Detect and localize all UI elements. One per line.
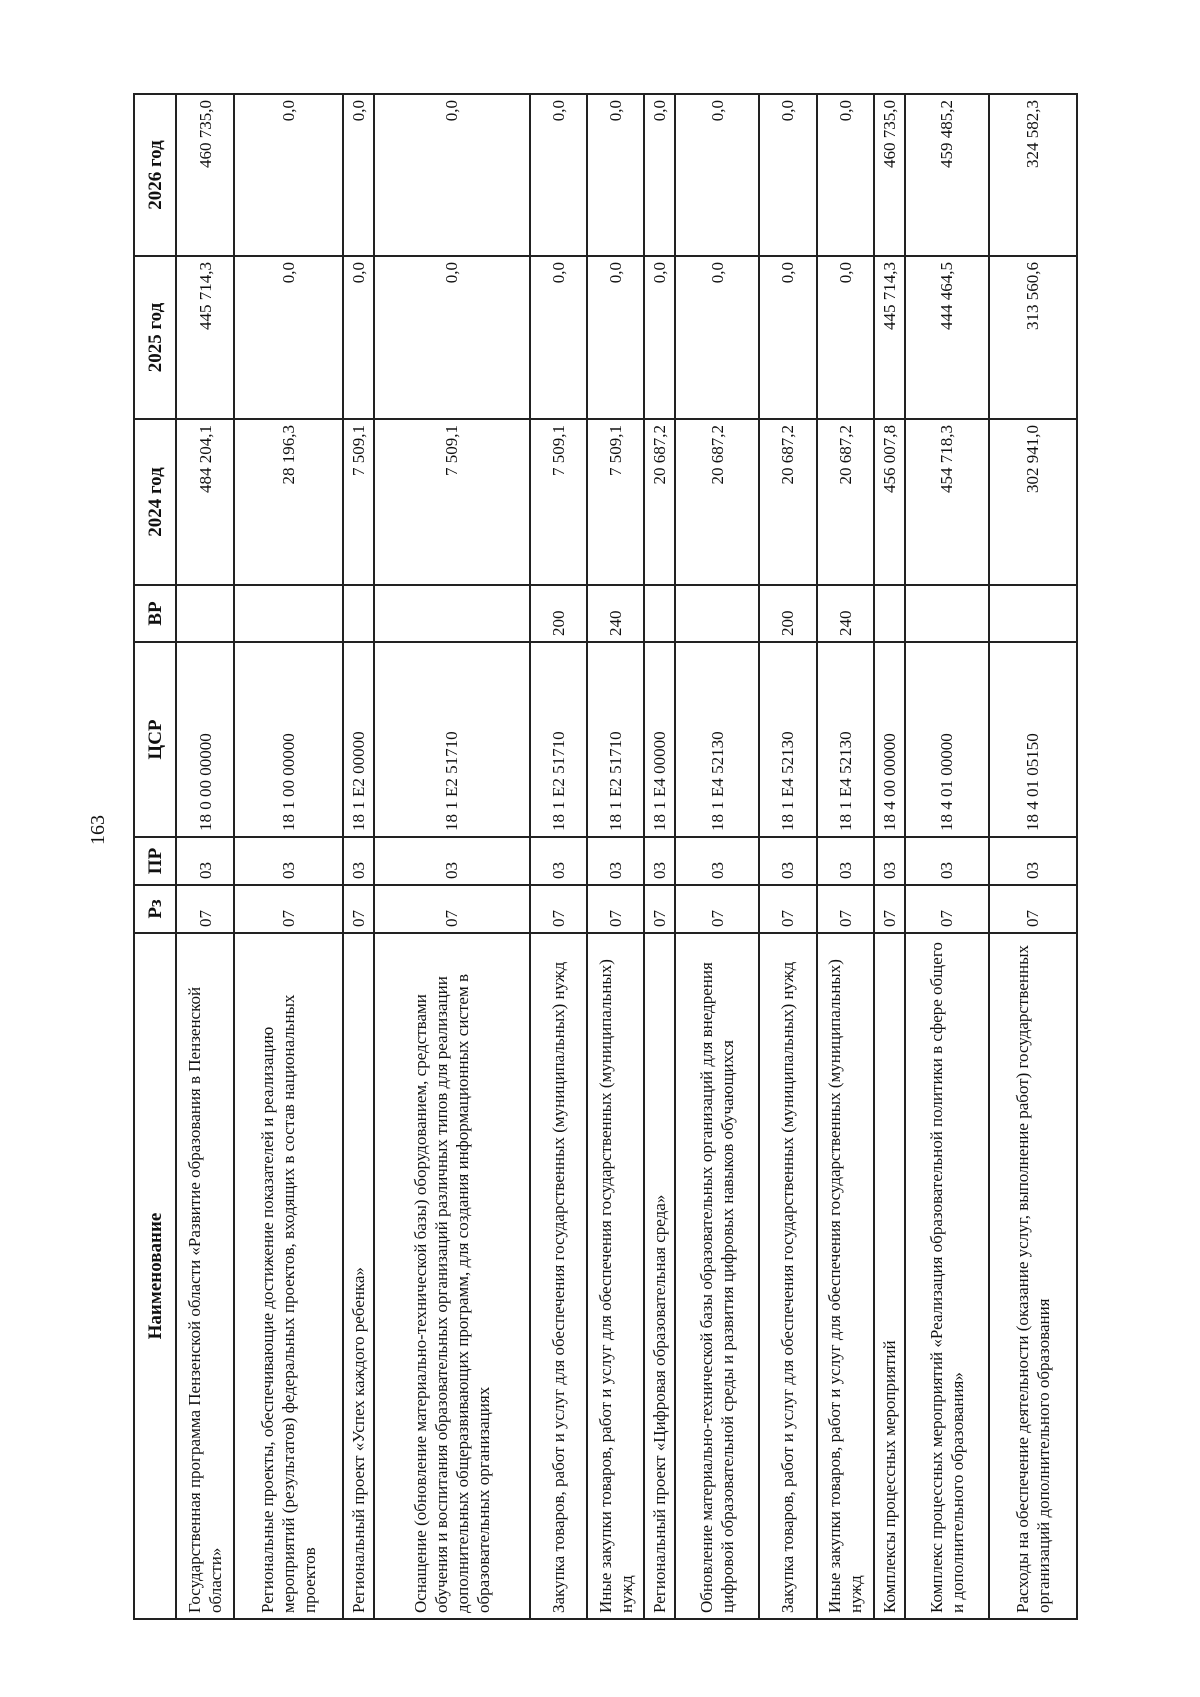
cell-2024: 28 196,3 (234, 419, 343, 585)
cell-rz: 07 (874, 885, 905, 933)
cell-pr: 03 (343, 837, 374, 885)
header-name: Наименование (134, 933, 176, 1619)
cell-2026: 0,0 (374, 94, 530, 256)
cell-2025: 0,0 (530, 256, 587, 419)
table-row (874, 94, 905, 1619)
cell-2026: 0,0 (759, 94, 816, 256)
cell-rz: 07 (675, 885, 759, 933)
cell-pr: 03 (817, 837, 874, 885)
cell-pr: 03 (234, 837, 343, 885)
table-row (817, 94, 874, 1619)
cell-name: Региональные проекты, обеспечивающие достижение показателей и реализацию мероприятий (результатов) федеральных проектов, входящих в состав национальных проектов (234, 933, 343, 1619)
cell-vr (675, 585, 759, 642)
cell-rz: 07 (905, 885, 989, 933)
cell-pr: 03 (176, 837, 234, 885)
table-row (343, 94, 374, 1619)
cell-2024: 456 007,8 (874, 419, 905, 585)
cell-pr: 03 (905, 837, 989, 885)
cell-2024: 7 509,1 (343, 419, 374, 585)
cell-csr: 18 1 E2 00000 (343, 642, 374, 837)
cell-2025: 445 714,3 (874, 256, 905, 419)
cell-name: Региональный проект «Цифровая образовательная среда» (644, 933, 675, 1619)
cell-pr: 03 (989, 837, 1077, 885)
cell-vr: 200 (759, 585, 816, 642)
cell-2026: 0,0 (817, 94, 874, 256)
cell-2025: 0,0 (234, 256, 343, 419)
header-pr: ПР (134, 837, 176, 885)
cell-name: Комплекс процессных мероприятий «Реализация образовательной политики в сфере общего и дополнительного образования» (905, 933, 989, 1619)
cell-pr: 03 (374, 837, 530, 885)
cell-2026: 0,0 (530, 94, 587, 256)
cell-2024: 20 687,2 (817, 419, 874, 585)
cell-csr: 18 1 E4 52130 (759, 642, 816, 837)
cell-name: Оснащение (обновление материально-технической базы) оборудованием, средствами обучения и воспитания образовательных организаций различных типов для реализации дополнительных общеразвивающих программ, для создания информационных систем в образовательных организациях (374, 933, 530, 1619)
cell-2024: 7 509,1 (530, 419, 587, 585)
cell-pr: 03 (644, 837, 675, 885)
cell-csr: 18 0 00 00000 (176, 642, 234, 837)
cell-csr: 18 4 01 05150 (989, 642, 1077, 837)
cell-2025: 445 714,3 (176, 256, 234, 419)
cell-2025: 0,0 (817, 256, 874, 419)
cell-rz: 07 (989, 885, 1077, 933)
cell-rz: 07 (234, 885, 343, 933)
cell-2026: 0,0 (234, 94, 343, 256)
rotated-table-container (133, 95, 1078, 1620)
table-row (587, 94, 644, 1619)
cell-pr: 03 (587, 837, 644, 885)
cell-2025: 444 464,5 (905, 256, 989, 419)
header-csr: ЦСР (134, 642, 176, 837)
cell-csr: 18 1 00 00000 (234, 642, 343, 837)
header-2026: 2026 год (134, 94, 176, 256)
cell-name: Региональный проект «Успех каждого ребенка» (343, 933, 374, 1619)
cell-2026: 324 582,3 (989, 94, 1077, 256)
cell-rz: 07 (817, 885, 874, 933)
cell-2026: 0,0 (587, 94, 644, 256)
table-header-row (134, 94, 176, 1619)
cell-vr (374, 585, 530, 642)
table-row (905, 94, 989, 1619)
cell-2024: 302 941,0 (989, 419, 1077, 585)
cell-csr: 18 1 E4 52130 (675, 642, 759, 837)
table-row (759, 94, 816, 1619)
cell-2026: 460 735,0 (176, 94, 234, 256)
budget-table (133, 93, 1078, 1620)
cell-vr (905, 585, 989, 642)
cell-name: Иные закупки товаров, работ и услуг для обеспечения государственных (муниципальных) нужд (587, 933, 644, 1619)
cell-2026: 0,0 (675, 94, 759, 256)
cell-csr: 18 1 E2 51710 (374, 642, 530, 837)
table-row (644, 94, 675, 1619)
cell-2026: 459 485,2 (905, 94, 989, 256)
header-rz: Рз (134, 885, 176, 933)
table-row (675, 94, 759, 1619)
page-number: 163 (87, 815, 109, 845)
cell-vr (343, 585, 374, 642)
header-vr: ВР (134, 585, 176, 642)
cell-vr (644, 585, 675, 642)
cell-2024: 454 718,3 (905, 419, 989, 585)
cell-pr: 03 (530, 837, 587, 885)
cell-vr: 240 (587, 585, 644, 642)
table-row (989, 94, 1077, 1619)
cell-vr (989, 585, 1077, 642)
cell-vr (874, 585, 905, 642)
cell-2025: 0,0 (644, 256, 675, 419)
cell-vr: 200 (530, 585, 587, 642)
table-row (374, 94, 530, 1619)
cell-vr (176, 585, 234, 642)
cell-2025: 313 560,6 (989, 256, 1077, 419)
cell-2025: 0,0 (343, 256, 374, 419)
cell-name: Обновление материально-технической базы образовательных организаций для внедрения цифровой образовательной среды и развития цифровых навыков обучающихся (675, 933, 759, 1619)
cell-2024: 484 204,1 (176, 419, 234, 585)
cell-vr: 240 (817, 585, 874, 642)
cell-name: Закупка товаров, работ и услуг для обеспечения государственных (муниципальных) нужд (530, 933, 587, 1619)
cell-pr: 03 (675, 837, 759, 885)
cell-2026: 0,0 (343, 94, 374, 256)
cell-csr: 18 4 00 00000 (874, 642, 905, 837)
cell-name: Закупка товаров, работ и услуг для обеспечения государственных (муниципальных) нужд (759, 933, 816, 1619)
cell-2024: 20 687,2 (644, 419, 675, 585)
cell-2024: 7 509,1 (374, 419, 530, 585)
cell-csr: 18 1 E4 00000 (644, 642, 675, 837)
cell-name: Иные закупки товаров, работ и услуг для обеспечения государственных (муниципальных) нужд (817, 933, 874, 1619)
cell-2025: 0,0 (675, 256, 759, 419)
table-row (176, 94, 234, 1619)
cell-csr: 18 1 E4 52130 (817, 642, 874, 837)
cell-2025: 0,0 (374, 256, 530, 419)
cell-2024: 20 687,2 (759, 419, 816, 585)
cell-csr: 18 1 E2 51710 (530, 642, 587, 837)
cell-2026: 0,0 (644, 94, 675, 256)
cell-2024: 7 509,1 (587, 419, 644, 585)
cell-2026: 460 735,0 (874, 94, 905, 256)
cell-csr: 18 1 E2 51710 (587, 642, 644, 837)
cell-csr: 18 4 01 00000 (905, 642, 989, 837)
cell-name: Расходы на обеспечение деятельности (оказание услуг, выполнение работ) государственных организаций дополнительного образования (989, 933, 1077, 1619)
cell-vr (234, 585, 343, 642)
cell-rz: 07 (587, 885, 644, 933)
cell-rz: 07 (759, 885, 816, 933)
cell-pr: 03 (874, 837, 905, 885)
cell-rz: 07 (343, 885, 374, 933)
cell-2024: 20 687,2 (675, 419, 759, 585)
header-2024: 2024 год (134, 419, 176, 585)
cell-rz: 07 (644, 885, 675, 933)
cell-pr: 03 (759, 837, 816, 885)
table-row (530, 94, 587, 1619)
cell-name: Государственная программа Пензенской области «Развитие образования в Пензенской области» (176, 933, 234, 1619)
cell-name: Комплексы процессных мероприятий (874, 933, 905, 1619)
cell-rz: 07 (176, 885, 234, 933)
cell-rz: 07 (374, 885, 530, 933)
cell-2025: 0,0 (759, 256, 816, 419)
table-row (234, 94, 343, 1619)
cell-2025: 0,0 (587, 256, 644, 419)
cell-rz: 07 (530, 885, 587, 933)
header-2025: 2025 год (134, 256, 176, 419)
